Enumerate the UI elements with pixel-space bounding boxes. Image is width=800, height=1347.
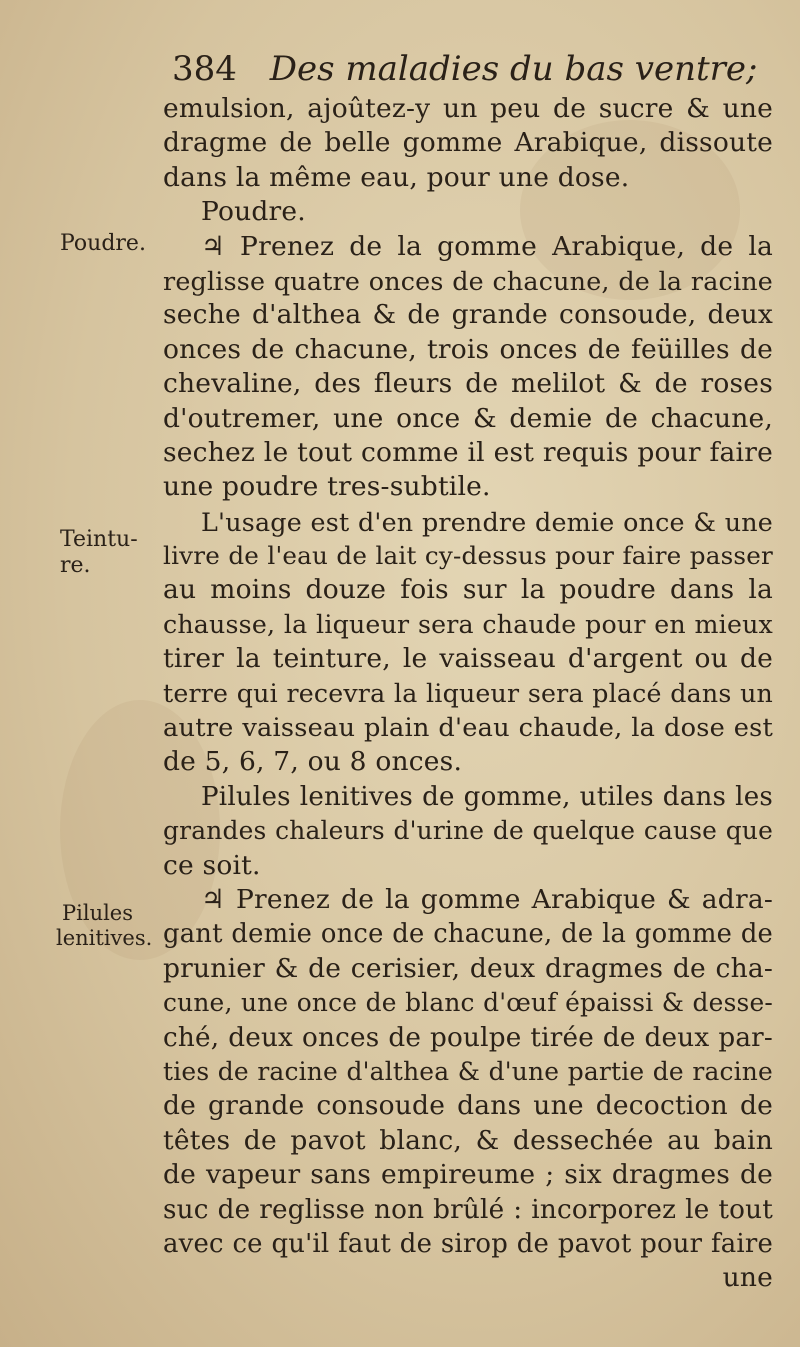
text-line: grandes chaleurs d'urine de quelque cause que <box>163 816 773 846</box>
margin-note-teinture: Teintu- <box>60 527 138 552</box>
text-line: d'outremer, une once & demie de chacune, <box>163 402 773 434</box>
text-line: suc de reglisse non brûlé : incorporez le tout <box>163 1194 773 1225</box>
catchword: une <box>722 1262 773 1294</box>
page-number: 384 <box>172 49 237 89</box>
text-line: tirer la teinture, le vaisseau d'argent ou de <box>163 643 773 675</box>
text-line: livre de l'eau de lait cy-dessus pour faire passer <box>163 541 773 571</box>
text-line: dans la même eau, pour une dose. <box>163 161 630 193</box>
text-line: avec ce qu'il faut de sirop de pavot pour faire <box>163 1228 773 1259</box>
running-title: Des maladies du bas ventre; <box>269 49 758 89</box>
section-heading: Poudre. <box>201 196 306 228</box>
text-line: chausse, la liqueur sera chaude pour en mieux <box>163 609 773 639</box>
text-line: au moins douze fois sur la poudre dans la <box>163 574 773 606</box>
text-line: chevaline, des fleurs de melilot & de roses <box>163 368 773 400</box>
text-line: de vapeur sans empireume ; six dragmes de <box>163 1159 773 1191</box>
text-line: ♃ Prenez de la gomme Arabique, de la <box>201 230 773 262</box>
text-line: ce soit. <box>163 849 261 881</box>
section-heading: Pilules lenitives de gomme, utiles dans les <box>201 781 773 812</box>
text-line: emulsion, ajoûtez-y un peu de sucre & une <box>163 93 773 124</box>
text-line: cune, une once de blanc d'œuf épaissi & desse- <box>163 988 773 1018</box>
text-line: L'usage est d'en prendre demie once & une <box>201 506 773 537</box>
text-line: une poudre tres-subtile. <box>163 471 491 503</box>
text-line: reglisse quatre onces de chacune, de la racine <box>163 265 773 296</box>
text-line: onces de chacune, trois onces de feüilles de <box>163 333 773 365</box>
margin-note-lenitives: lenitives. <box>56 926 153 950</box>
margin-note-poudre: Poudre. <box>60 231 146 256</box>
page-header <box>172 44 758 94</box>
margin-note-pilules: Pilules <box>62 901 134 925</box>
text-line: autre vaisseau plain d'eau chaude, la dose est <box>163 713 773 744</box>
page-body <box>163 92 773 1296</box>
text-line: ties de racine d'althea & d'une partie de racine <box>163 1056 773 1086</box>
text-line: terre qui recevra la liqueur sera placé dans un <box>163 678 773 708</box>
text-line: ché, deux onces de poulpe tirée de deux par- <box>163 1022 773 1053</box>
text-line: de grande consoude dans une decoction de <box>163 1090 773 1122</box>
text-line: gant demie once de chacune, de la gomme de <box>163 919 773 950</box>
text-line: sechez le tout comme il est requis pour faire <box>163 436 773 468</box>
text-line: de 5, 6, 7, ou 8 onces. <box>163 746 463 778</box>
text-line: ♃ Prenez de la gomme Arabique & adra- <box>201 883 773 915</box>
margin-note-teinture-cont: re. <box>60 553 91 578</box>
text-line: prunier & de cerisier, deux dragmes de cha- <box>163 952 773 984</box>
text-line: têtes de pavot blanc, & dessechée au bain <box>163 1124 773 1156</box>
text-line: seche d'althea & de grande consoude, deux <box>163 299 773 331</box>
text-line: dragme de belle gomme Arabique, dissoute <box>163 127 773 159</box>
